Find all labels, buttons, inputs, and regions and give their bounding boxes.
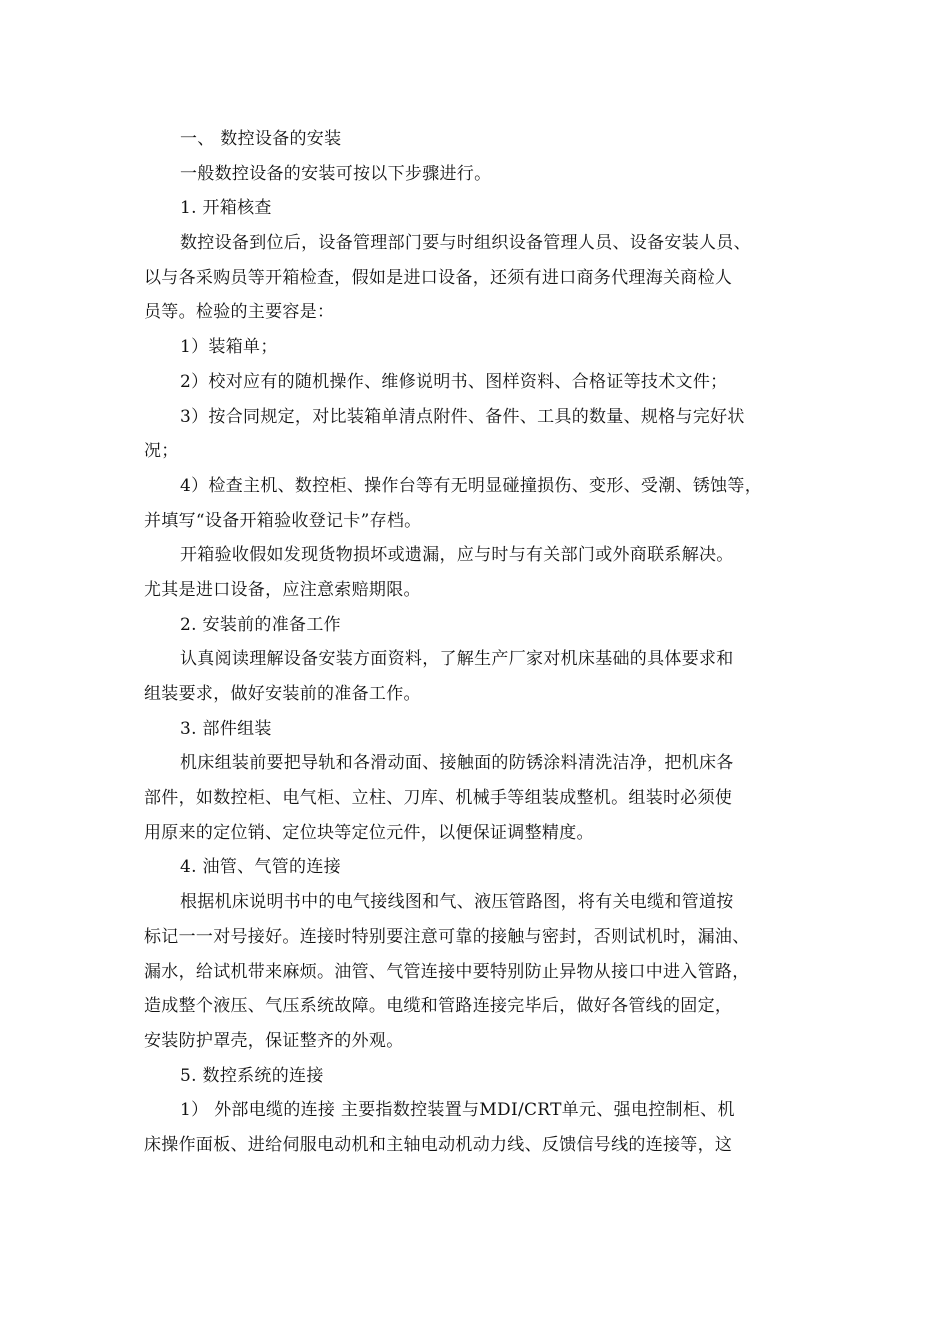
text-line: 5. 数控系统的连接	[180, 1065, 324, 1086]
text-line: 1） 外部电缆的连接 主要指数控装置与MDI/CRT单元、强电控制柜、机	[180, 1100, 735, 1121]
text-line: 安装防护罩壳，保证整齐的外观。	[144, 1030, 404, 1051]
text-line: 组装要求，做好安装前的准备工作。	[144, 684, 421, 704]
text-line: 3）按合同规定，对比装箱单清点附件、备件、工具的数量、规格与完好状	[180, 406, 745, 427]
text-line: 标记一一对号接好。连接时特别要注意可靠的接触与密封，否则试机时，漏油、	[144, 926, 750, 947]
text-line: 并填写“设备开箱验收登记卡”存档。	[144, 510, 422, 531]
text-line: 用原来的定位销、定位块等定位元件，以便保证调整精度。	[144, 822, 594, 843]
text-line: 床操作面板、进给伺服电动机和主轴电动机动力线、反馈信号线的连接等，这	[144, 1134, 733, 1155]
text-line: 认真阅读理解设备安装方面资料，了解生产厂家对机床基础的具体要求和	[180, 649, 734, 670]
text-line: 开箱验收假如发现货物损坏或遗漏，应与时与有关部门或外商联系解决。	[180, 545, 734, 566]
text-line: 造成整个液压、气压系统故障。电缆和管路连接完毕后，做好各管线的固定，	[144, 996, 733, 1017]
text-line: 以与各采购员等开箱检查，假如是进口设备，还须有进口商务代理海关商检人	[144, 267, 733, 288]
text-line: 部件，如数控柜、电气柜、立柱、刀库、机械手等组装成整机。组装时必须使	[144, 788, 733, 809]
text-line: 漏水，给试机带来麻烦。油管、气管连接中要特别防止异物从接口中进入管路，	[144, 961, 750, 982]
text-line: 一般数控设备的安装可按以下步骤进行。	[180, 163, 492, 184]
text-line: 一、 数控设备的安装	[180, 129, 342, 149]
text-line: 1）装箱单；	[180, 337, 278, 358]
text-line: 4. 油管、气管的连接	[180, 857, 341, 878]
text-line: 数控设备到位后，设备管理部门要与时组织设备管理人员、设备安装人员、	[180, 233, 751, 254]
text-line: 员等。检验的主要容是：	[144, 302, 335, 323]
text-line: 况；	[144, 441, 179, 462]
text-line: 尤其是进口设备，应注意索赔期限。	[144, 579, 421, 600]
text-line: 根据机床说明书中的电气接线图和气、液压管路图，将有关电缆和管道按	[180, 892, 734, 913]
text-line: 3. 部件组装	[180, 718, 272, 739]
text-line: 1. 开箱核查	[180, 198, 272, 219]
text-line: 机床组装前要把导轨和各滑动面、接触面的防锈涂料清洗洁净，把机床各	[180, 753, 734, 774]
text-line: 2. 安装前的准备工作	[180, 614, 341, 635]
text-line: 4）检查主机、数控柜、操作台等有无明显碰撞损伤、变形、受潮、锈蚀等，	[180, 475, 763, 496]
text-line: 2）校对应有的随机操作、维修说明书、图样资料、合格证等技术文件；	[180, 371, 728, 392]
body-text	[144, 122, 816, 1163]
